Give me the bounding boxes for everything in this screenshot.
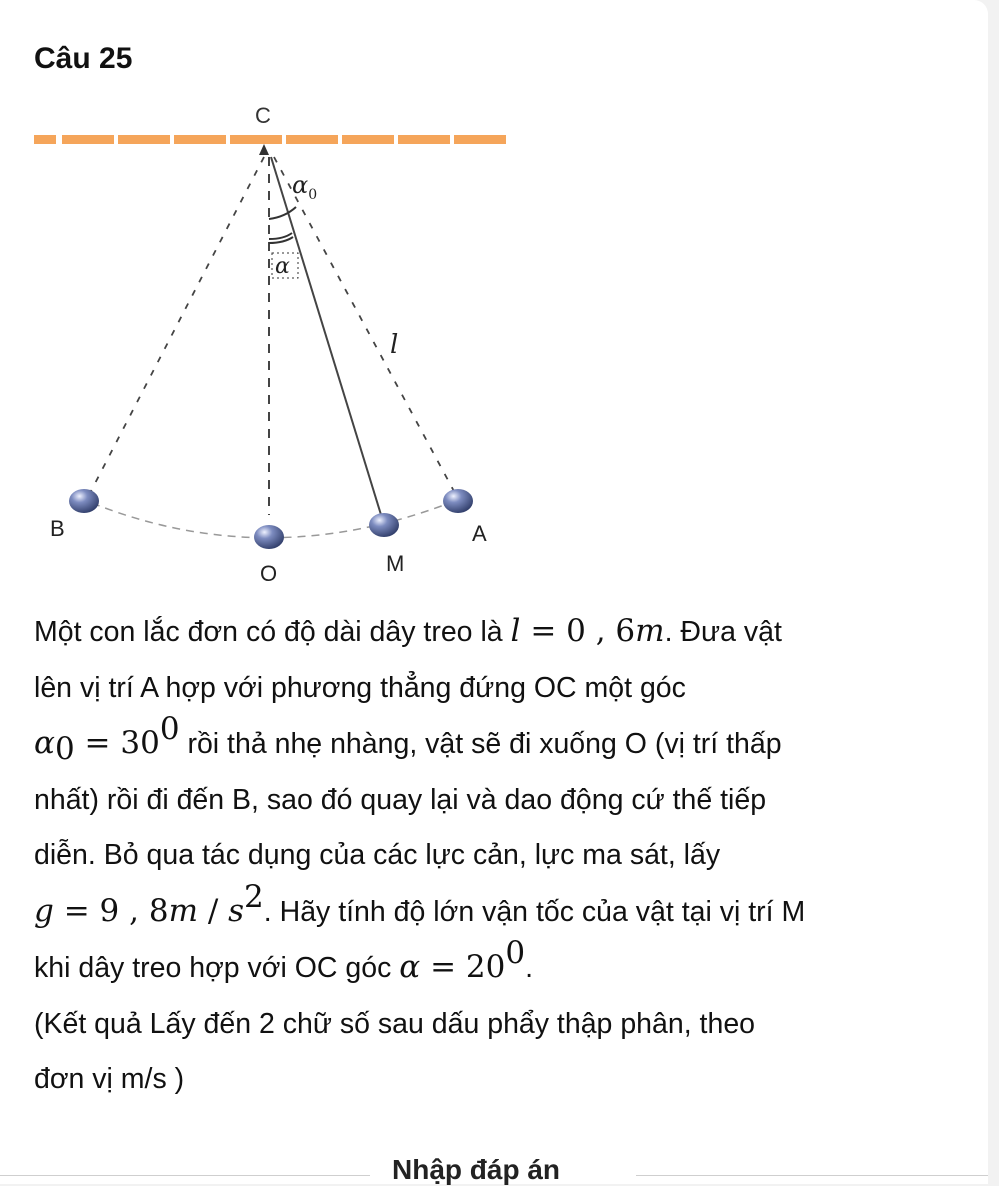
problem-line-7: khi dây treo hợp với OC góc $\alpha = 20^0$.: [34, 935, 534, 985]
angle-alpha0-arc: [269, 207, 296, 219]
problem-text: [34, 604, 954, 1108]
string-to-B: [90, 157, 264, 493]
answer-section[interactable]: [0, 1150, 988, 1184]
problem-line-2: lên vị trí A hợp với phương thẳng đứng OC một góc: [34, 671, 686, 704]
pivot-marker: [259, 144, 269, 155]
problem-line-8: (Kết quả Lấy đến 2 chữ số sau dấu phẩy thập phân, theo: [34, 1007, 756, 1040]
label-O: O: [260, 561, 278, 586]
question-title: Câu 25: [34, 42, 133, 75]
answer-divider-right: [636, 1175, 988, 1176]
label-C: C: [255, 103, 271, 128]
label-M: M: [386, 551, 405, 576]
problem-line-9: đơn vị m/s ): [34, 1063, 185, 1095]
label-B: B: [50, 516, 65, 541]
problem-line-4: nhất) rồi đi đến B, sao đó quay lại và dao động cứ thế tiếp: [34, 783, 767, 816]
problem-line-6: g = 9 , $8m / s^2$. Hãy tính độ lớn vận tốc của vật tại vị trí M: [34, 878, 806, 929]
problem-line-1: Một con lắc đơn có độ dài dây treo là l = 0 , 6m. Đưa vật: [34, 613, 782, 649]
label-A: A: [472, 521, 487, 546]
ceiling: [34, 135, 506, 144]
pendulum-diagram: [20, 95, 540, 595]
ball-B: [69, 489, 99, 513]
pendulum-figure: [20, 95, 540, 595]
angle-alpha-arc: [269, 233, 292, 239]
string-to-A: [274, 157, 456, 495]
ball-M: [369, 513, 399, 537]
problem-line-3: $\alpha_0 = 30^0$ rồi thả nhẹ nhàng, vật sẽ đi xuống O (vị trí thấp: [34, 711, 782, 767]
label-l: l: [390, 330, 399, 360]
ball-A: [443, 489, 473, 513]
label-alpha: α: [275, 254, 290, 279]
label-alpha0: $\alpha_0$: [292, 171, 318, 203]
answer-divider-left: [0, 1175, 370, 1176]
ball-O: [254, 525, 284, 549]
answer-input-label[interactable]: Nhập đáp án: [392, 1154, 561, 1185]
problem-line-5: diễn. Bỏ qua tác dụng của các lực cản, lực ma sát, lấy: [34, 839, 721, 871]
string-to-M: [271, 157, 382, 518]
